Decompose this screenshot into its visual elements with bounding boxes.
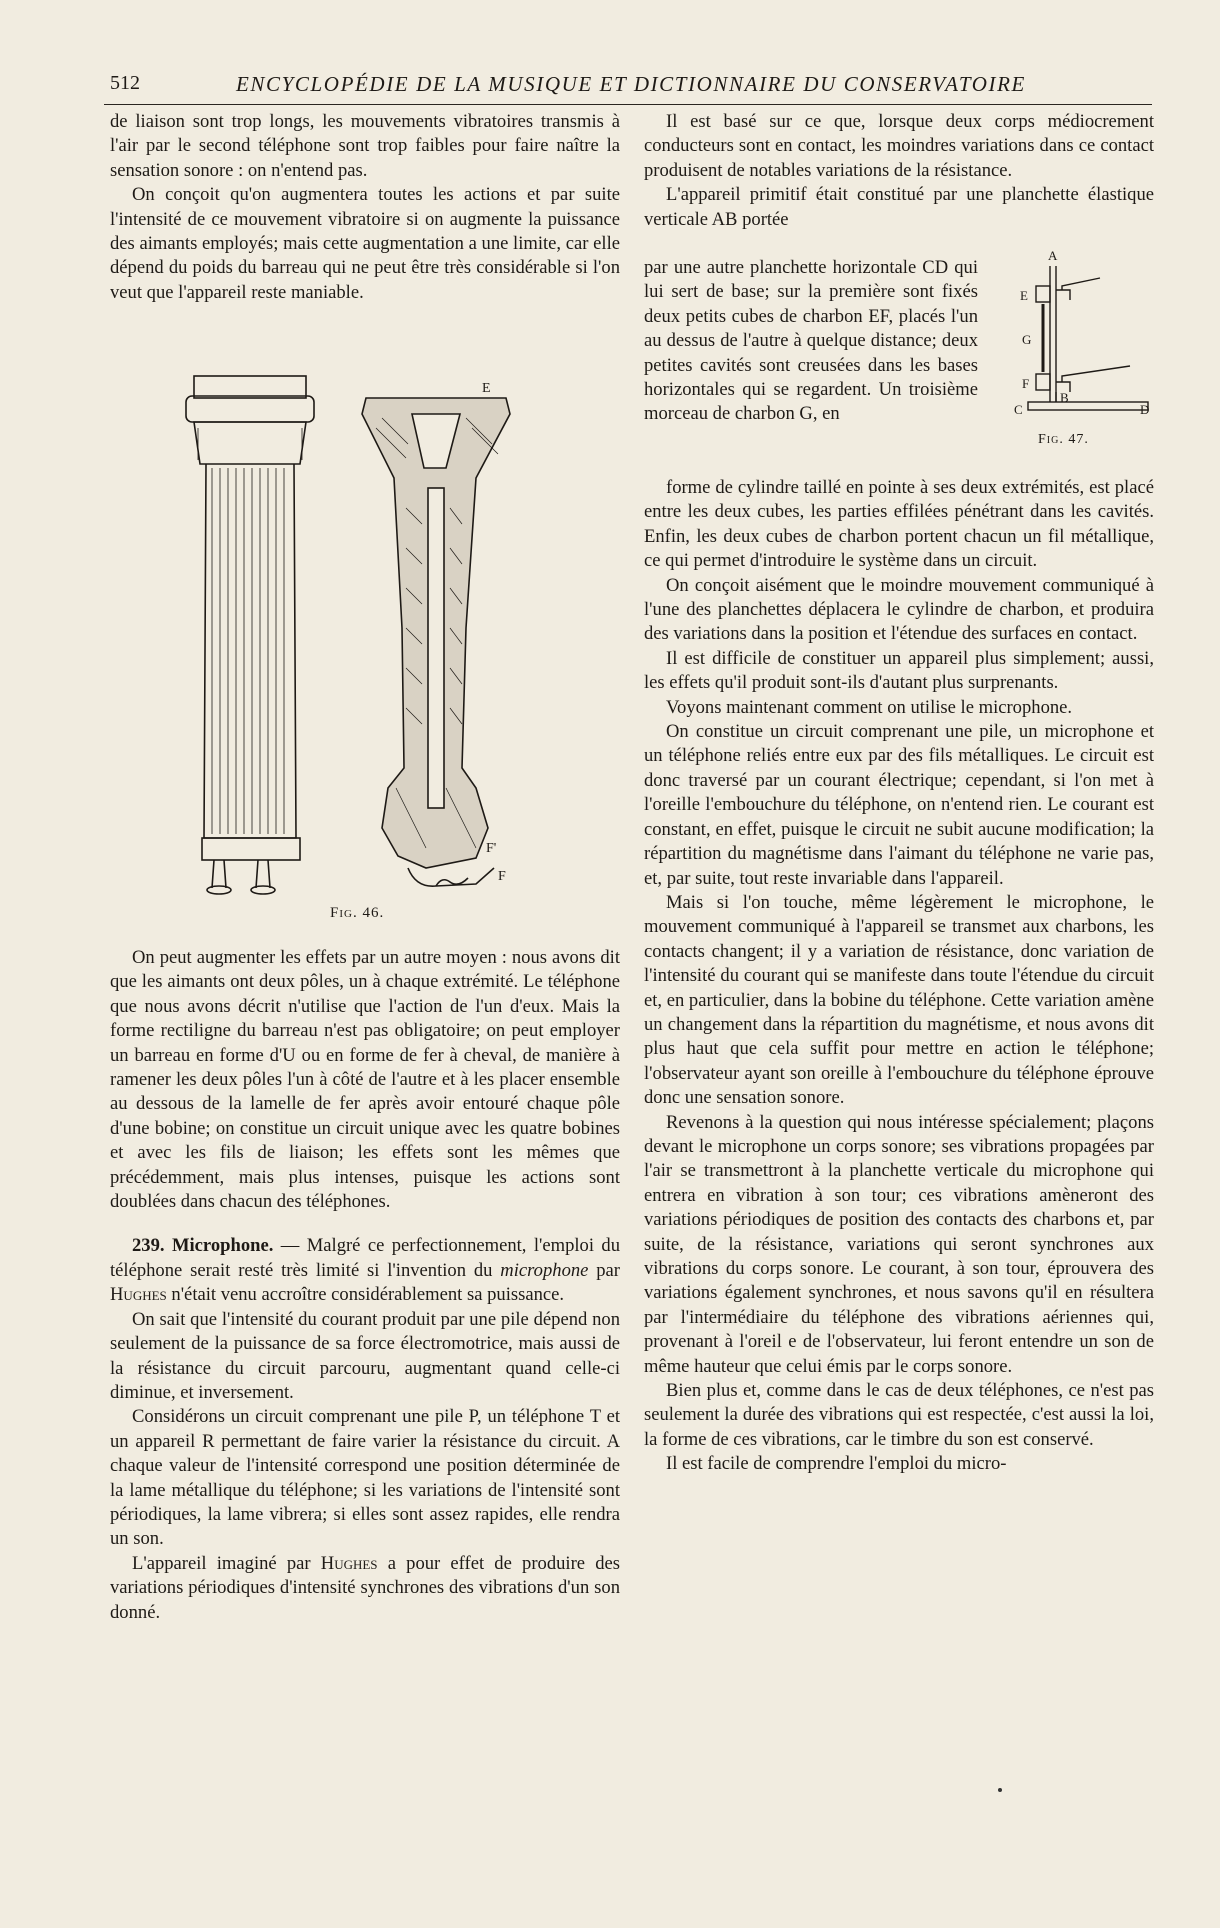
fig47-label-c: C: [1014, 402, 1023, 417]
section-text: n'était venu accroître considérablement sa puissance.: [166, 1284, 565, 1306]
paragraph: Revenons à la question qui nous intéresse spécialement; plaçons devant le microphone un corps sonore; ses vibrations propagées par l'air se transmettront à la planchette verticale du microphone qui entrera en vibration à son tour; ces vibrations amèneront des variations périodiques de position des contacts des charbons et, par suite, de la résistance, variations qui seront synchrones aux vibrations du corps sonore. Le courant, à son tour, éprouvera des variations également synchrones, et nous savons qu'il en résultera par l'intermédiaire du téléphone des vibrations aériennes qui, provenant à l'oreil e de l'observateur, lui feront entendre un son de même hauteur que celui émis par le corps sonore.: [644, 1111, 1154, 1377]
italic-term: microphone: [500, 1259, 589, 1281]
fig46-label-e: E: [482, 381, 491, 396]
fig47-label-f: F: [1022, 376, 1030, 391]
paragraph: L'appareil primitif était constitué par une planchette élastique verticale AB portée: [644, 184, 1154, 230]
author-name: Hughes: [110, 1284, 167, 1306]
text: L'appareil imaginé par: [132, 1552, 321, 1574]
right-column-wrap-text: par une autre planchette horizontale CD qui lui sert de base; sur la première sont fixés deux petits cubes de charbon EF, placés l'un au dessus de l'autre à quelque distance; deux petites cavités sont creusées dans les bases horizontales qui se regardent. Un troisième morceau de charbon G, en: [644, 257, 978, 425]
paragraph: Il est difficile de constituer un appareil plus simplement; aussi, les effets qu'il produit sont-ils d'autant plus surprenants.: [644, 647, 1154, 694]
fig47-label-b: B: [1060, 390, 1069, 405]
paragraph: On constitue un circuit comprenant une pile, un microphone et un téléphone reliés entre eux par des fils métalliques. Le circuit est donc traversé par un courant électrique; cependant, si l'on met à l'oreille l'embouchure du téléphone, on n'entend rien. Le courant est constant, en effet, puisque le circuit ne subit aucune modification; la répartition du magnétisme dans l'aimant du téléphone ne varie pas, et, par suite, tout reste invariable dans l'appareil.: [644, 721, 1154, 889]
telephone-section-drawing: [362, 398, 510, 886]
fig47-label-g: G: [1022, 332, 1032, 347]
section-text: par: [588, 1259, 620, 1281]
paragraph: On peut augmenter les effets par un autre moyen : nous avons dit que les aimants ont deux pôles, un à chaque extrémité. Le téléphone que nous avons décrit n'utilise que l'action de l'un d'eux. Mais la forme rectiligne du barreau n'est pas obligatoire; on peut employer un barreau en forme d'U ou en forme de fer à cheval, de manière à ramener les deux pôles l'un à côté de l'autre et à les placer ensemble au dessous de la lamelle de fer après avoir entouré chaque pôle d'une bobine; on constitue un circuit unique avec les quatre bobines et avec les fils de liaison; les effets sont les mêmes que précédemment, mais plus intenses, puisque les actions sont doublées dans chacun des téléphones.: [110, 947, 620, 1213]
section-title: Microphone.: [171, 1235, 274, 1257]
paragraph: forme de cylindre taillé en pointe à ses deux extrémités, est placé entre les deux cubes, les parties effilées pénétrant dans les cavités. Enfin, les deux cubes de charbon portent chacun un fil métallique, ce qui permet d'introduire le système dans un circuit.: [644, 477, 1154, 572]
paragraph: On sait que l'intensité du courant produit par une pile dépend non seulement de la puissance de sa force électromotrice, mais aussi de la résistance du circuit parcouru, augmentant quand celle-ci diminue, et inversement.: [110, 1308, 620, 1403]
figure-47-caption: Fig. 47.: [1038, 432, 1089, 447]
left-column-bottom: [110, 946, 620, 1625]
section-text: — Malgré ce perfectionnement, l'emploi du téléphone serait resté très limité si l'invention du: [110, 1235, 620, 1281]
fig47-label-d: D: [1140, 402, 1150, 417]
paragraph: Mais si l'on touche, même légèrement le microphone, le mouvement communiqué à l'appareil se transmet aux charbons, les contacts changent; il y a variation de résistance, donc variation de l'intensité du courant qui se manifeste dans toute l'étendue du circuit et, en particulier, dans la bobine du téléphone. Cette variation amène un changement dans la répartition du magnétisme, et nous avons dit plus haut que cela suffit pour mettre en action le téléphone; l'observateur ayant son oreille à l'embouchure du téléphone éprouve donc une sensation sonore.: [644, 891, 1154, 1109]
paragraph: Voyons maintenant comment on utilise le microphone.: [666, 696, 1073, 718]
figure-47-microphone-diagram: [990, 242, 1150, 442]
section-number: 239.: [132, 1235, 165, 1257]
figure-46-telephone-illustration: [176, 368, 576, 898]
paragraph: On conçoit qu'on augmentera toutes les actions et par suite l'intensité de ce mouvement vibratoire si on augmente la puissance des aimants employés; mais cette augmentation a une limite, car elle dépend du poids du barreau qui ne peut être très considérable si l'on veut que l'appareil reste maniable.: [110, 184, 620, 303]
section-paragraph: [110, 1234, 620, 1307]
paragraph: Il est facile de comprendre l'emploi du micro-: [666, 1453, 1007, 1475]
fig46-label-f: F: [498, 869, 506, 884]
right-column-main: [644, 476, 1154, 1477]
paragraph: [110, 1552, 620, 1625]
print-speck: [998, 1788, 1002, 1792]
right-column-top: [644, 110, 1154, 232]
running-header: [104, 68, 1152, 105]
telephone-exterior-drawing: [186, 376, 314, 894]
paragraph: On conçoit aisément que le moindre mouvement communiqué à l'une des planchettes déplacera le cylindre de charbon, et produira des variations dans la position et l'étendue des surfaces en contact.: [644, 574, 1154, 645]
author-name: Hughes: [320, 1552, 378, 1574]
fig46-label-f-prime: F': [486, 841, 497, 856]
paragraph: de liaison sont trop longs, les mouvements vibratoires transmis à l'air par le second téléphone sont trop faibles pour faire naître la sensation sonore : on n'entend pas.: [110, 111, 620, 181]
page-number: 512: [110, 72, 140, 94]
paragraph: Bien plus et, comme dans le cas de deux téléphones, ce n'est pas seulement la durée des vibrations qui est respectée, c'est aussi la loi, la forme de ces vibrations, car le timbre du son est conservé.: [644, 1380, 1154, 1450]
left-column-top: [110, 110, 620, 305]
running-title: ENCYCLOPÉDIE DE LA MUSIQUE ET DICTIONNAIRE DU CONSERVATOIRE: [236, 72, 1026, 96]
paragraph: Il est basé sur ce que, lorsque deux corps médiocrement conducteurs sont en contact, les moindres variations dans ce contact produisent de notables variations de la résistance.: [644, 111, 1154, 181]
fig47-label-a: A: [1048, 248, 1058, 263]
text: a pour effet de produire des variations périodiques d'intensité synchrones des vibrations d'un son donné.: [110, 1552, 620, 1623]
figure-46-caption: Fig. 46.: [330, 905, 385, 921]
paragraph: Considérons un circuit comprenant une pile P, un téléphone T et un appareil R permettant de faire varier la résistance du circuit. A chaque valeur de l'intensité correspond une position déterminée de la lame métallique du téléphone; si les variations de l'intensité sont périodiques, la lame vibrera; si elles sont assez rapides, elle rendra un son.: [110, 1406, 620, 1550]
fig47-label-e: E: [1020, 288, 1028, 303]
